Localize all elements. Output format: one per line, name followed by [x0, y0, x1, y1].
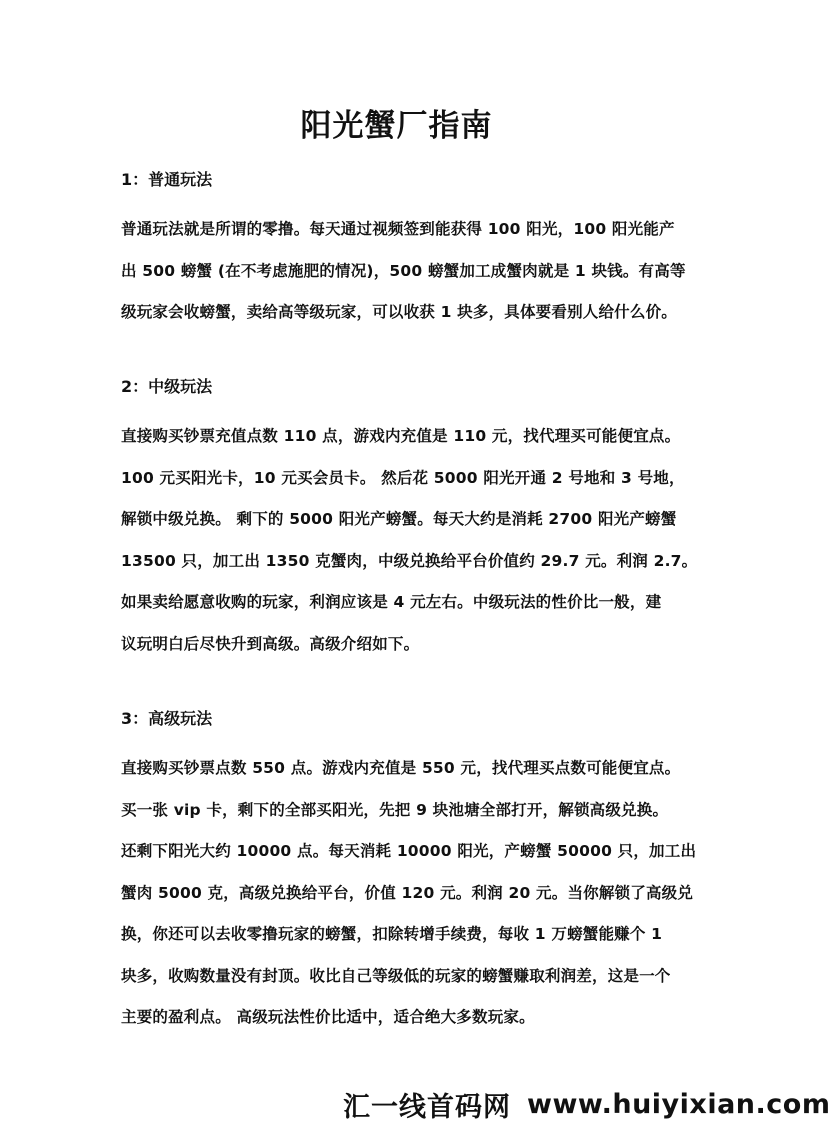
section-heading: 2：中级玩法 [121, 377, 213, 396]
watermark [343, 1086, 830, 1123]
document-title: 阳光蟹厂指南 [300, 108, 493, 144]
paragraph-line: 议玩明白后尽快升到高级。高级介绍如下。 [121, 634, 420, 653]
paragraph-line: 100 元买阳光卡，10 元买会员卡。 然后花 5000 阳光开通 2 号地和 3 号地， [121, 468, 685, 487]
paragraph-line: 级玩家会收螃蟹，卖给高等级玩家，可以收获 1 块多，具体要看别人给什么价。 [121, 303, 677, 321]
section-heading: 1：普通玩法 [121, 170, 213, 189]
paragraph-line: 如果卖给愿意收购的玩家，利润应该是 4 元左右。中级玩法的性价比一般，建 [121, 593, 662, 611]
section-intermediate-play [121, 375, 698, 665]
paragraph-line: 解锁中级兑换。 剩下的 5000 阳光产螃蟹。每天大约是消耗 2700 阳光产螃蟹 [121, 510, 677, 528]
paragraph-line: 还剩下阳光大约 10000 点。每天消耗 10000 阳光，产螃蟹 50000 只，加工出 [121, 842, 697, 860]
paragraph-line: 普通玩法就是所谓的零撸。每天通过视频签到能获得 100 阳光，100 阳光能产 [121, 220, 675, 238]
section-body [121, 416, 698, 665]
section-body [121, 209, 686, 334]
section-body [121, 748, 697, 1039]
paragraph-line: 主要的盈利点。 高级玩法性价比适中，适合绝大多数玩家。 [121, 1008, 535, 1026]
section-advanced-play [121, 707, 697, 1039]
paragraph-line: 买一张 vip 卡，剩下的全部买阳光，先把 9 块池塘全部打开，解锁高级兑换。 [121, 800, 669, 819]
section-heading: 3：高级玩法 [121, 709, 213, 728]
paragraph-line: 出 500 螃蟹 (在不考虑施肥的情况)，500 螃蟹加工成蟹肉就是 1 块钱。有高等 [121, 261, 686, 280]
paragraph-line: 换，你还可以去收零撸玩家的螃蟹，扣除转增手续费，每收 1 万螃蟹能赚个 1 [121, 925, 663, 943]
section-basic-play [121, 168, 686, 334]
paragraph-line: 蟹肉 5000 克，高级兑换给平台，价值 120 元。利润 20 元。当你解锁了高级兑 [121, 883, 694, 902]
watermark-url: www.huiyixian.com [527, 1088, 830, 1120]
paragraph-line: 直接购买钞票充值点数 110 点，游戏内充值是 110 元，找代理买可能便宜点。 [121, 427, 681, 445]
paragraph-line: 直接购买钞票点数 550 点。游戏内充值是 550 元，找代理买点数可能便宜点。 [121, 759, 681, 777]
watermark-site-name: 汇一线首码网 [343, 1091, 511, 1123]
paragraph-line: 块多，收购数量没有封顶。收比自己等级低的玩家的螃蟹赚取利润差，这是一个 [121, 966, 671, 985]
paragraph-line: 13500 只，加工出 1350 克蟹肉，中级兑换给平台价值约 29.7 元。利润 2.7。 [121, 551, 698, 570]
